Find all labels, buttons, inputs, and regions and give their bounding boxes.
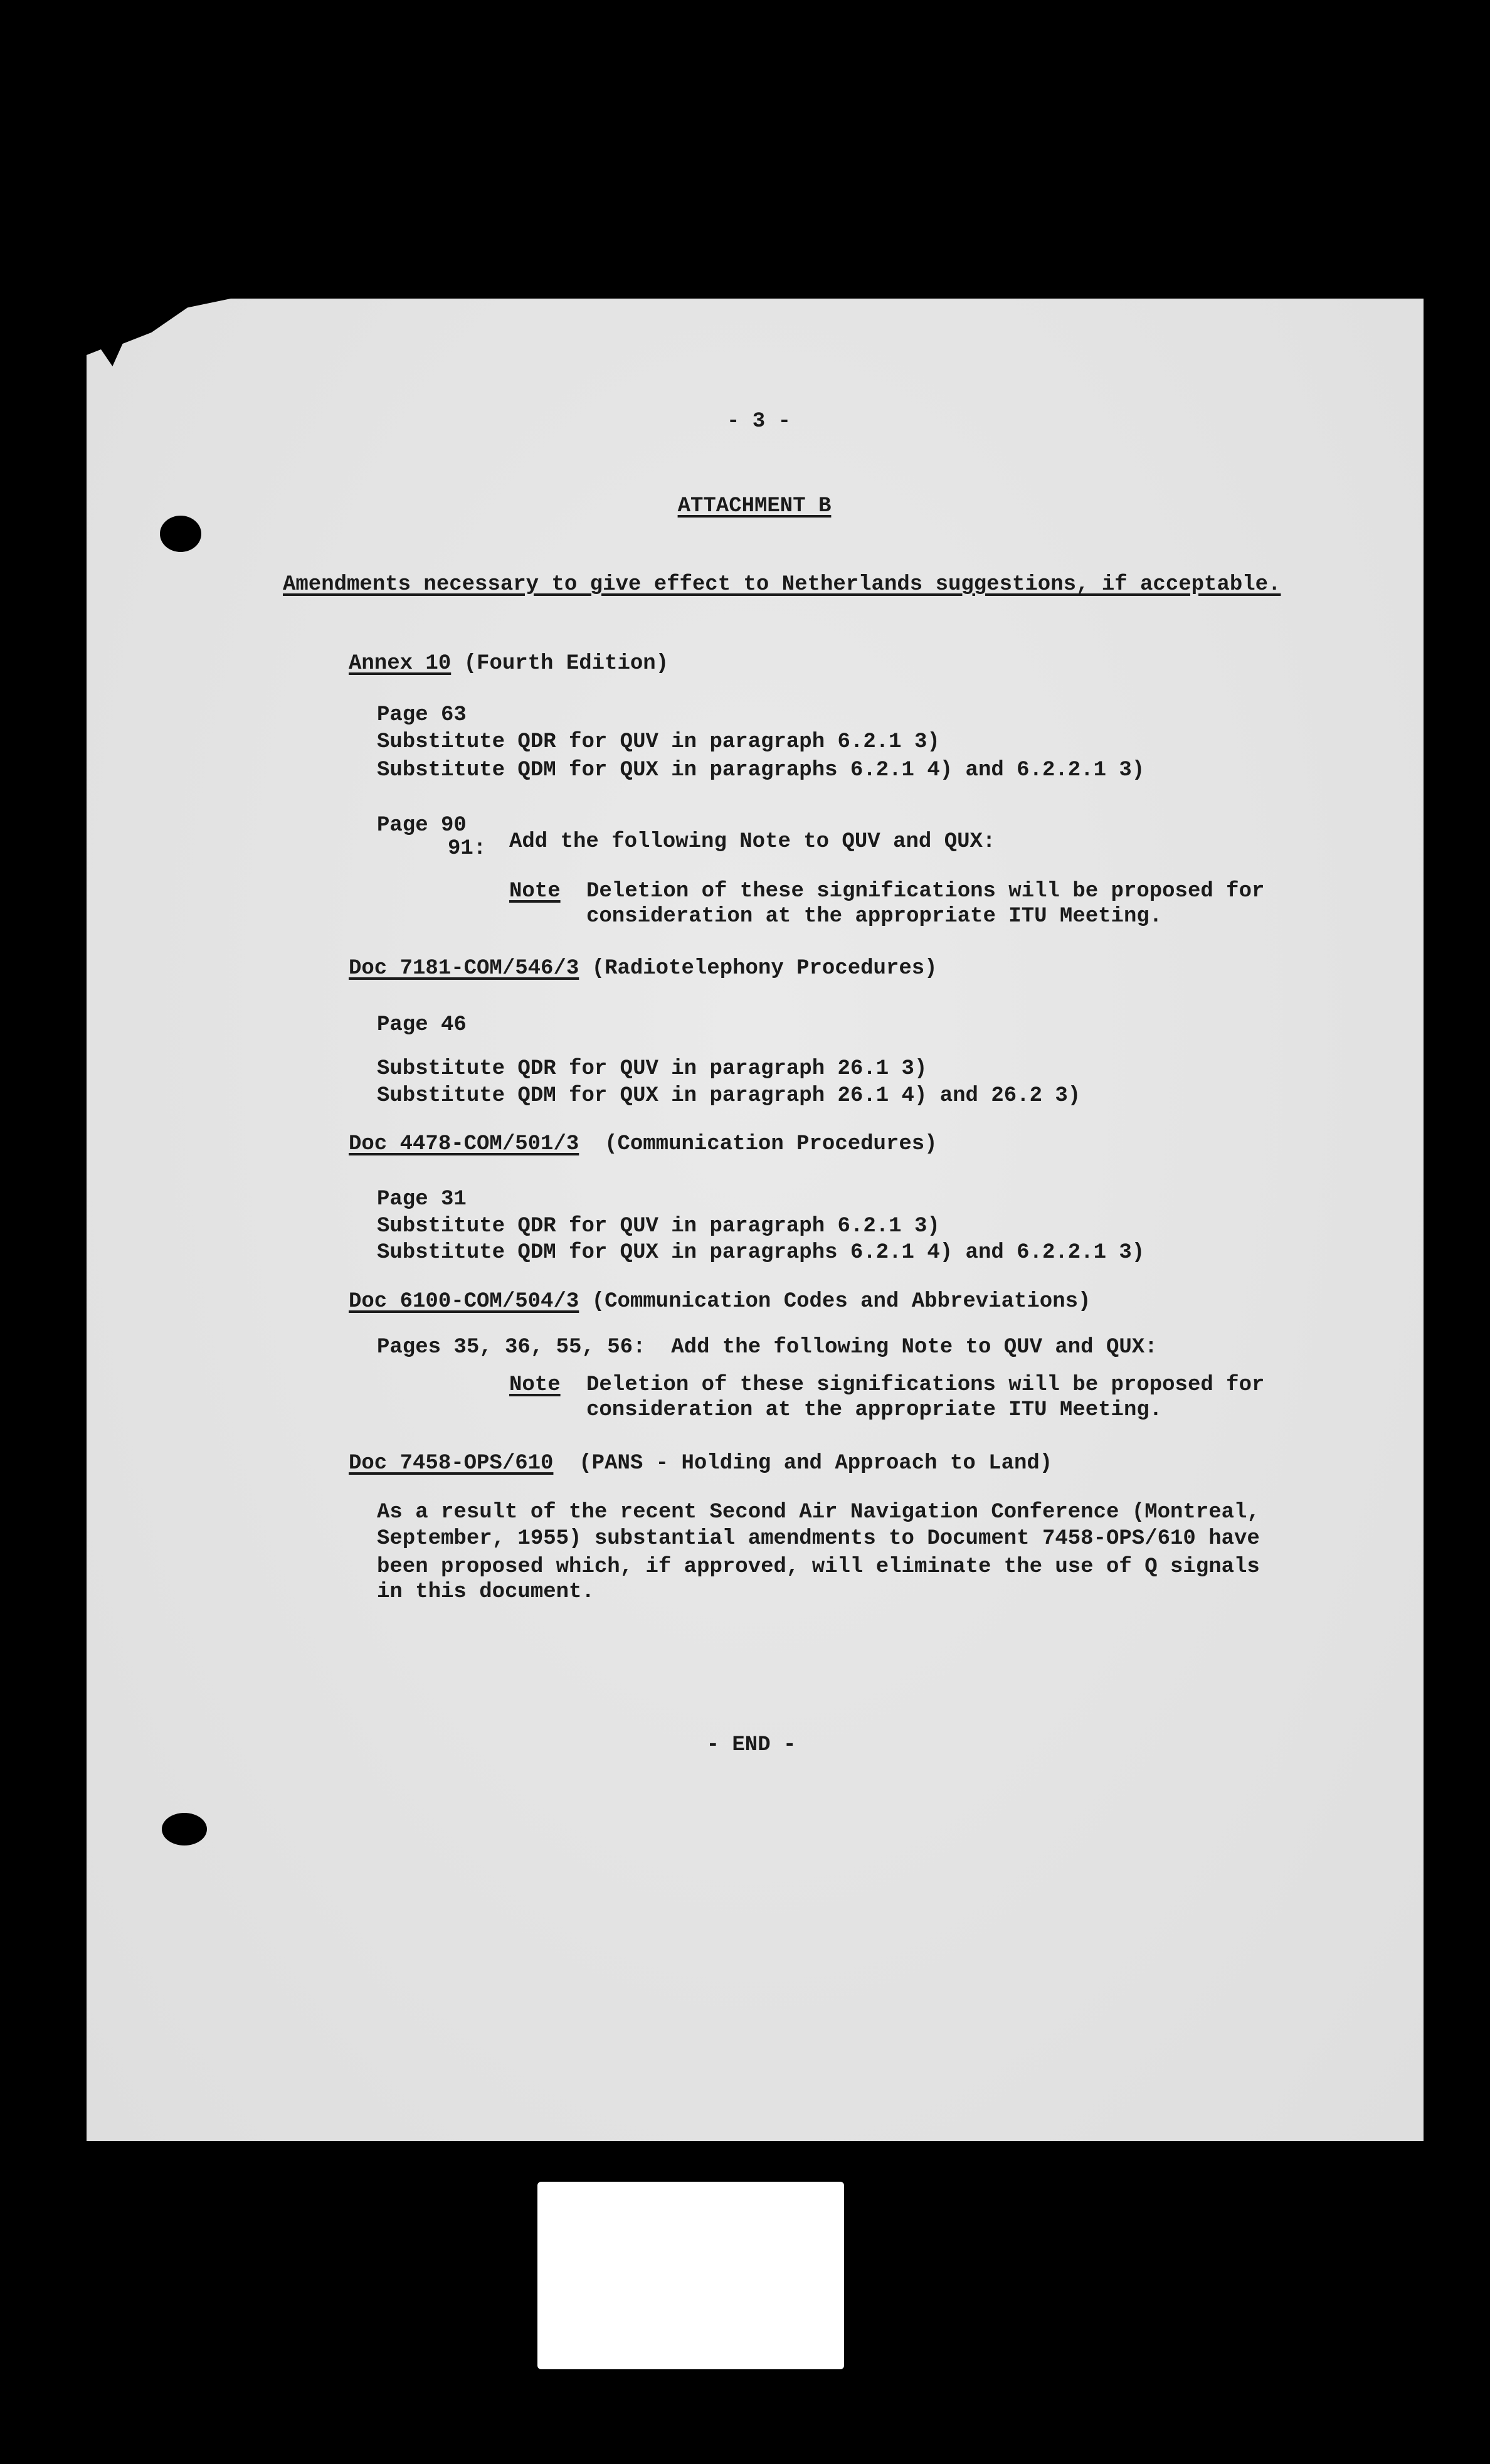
paragraph-line: As a result of the recent Second Air Navigation Conference (Montreal, [377, 1500, 1260, 1524]
note-text: Deletion of these significations will be proposed for [586, 1373, 1265, 1397]
section-heading: Doc 7181-COM/546/3 (Radiotelephony Procedures) [349, 957, 938, 980]
section-heading: Doc 6100-COM/504/3 (Communication Codes and Abbreviations) [349, 1290, 1091, 1314]
text-line: Pages 35, 36, 55, 56: Add the following Note to QUV and QUX: [377, 1336, 1158, 1359]
note-label: Note [509, 879, 561, 903]
text-line: Page 90 [377, 814, 467, 837]
text-line: Add the following Note to QUV and QUX: [509, 830, 996, 854]
note-label: Note [509, 1373, 561, 1397]
text-line: Substitute QDR for QUV in paragraph 6.2.1 3) [377, 730, 940, 754]
note-text: consideration at the appropriate ITU Meeting. [586, 905, 1163, 928]
page-title: ATTACHMENT B [677, 494, 832, 518]
section-heading: Annex 10 (Fourth Edition) [349, 652, 669, 676]
note-text: consideration at the appropriate ITU Meeting. [586, 1398, 1163, 1422]
section-heading: Doc 4478-COM/501/3 (Communication Procedures) [349, 1132, 938, 1156]
text-line: Page 46 [377, 1013, 467, 1037]
text-line: Page 31 [377, 1187, 467, 1211]
note-text: Deletion of these significations will be proposed for [586, 879, 1265, 903]
paragraph-line: been proposed which, if approved, will eliminate the use of Q signals [377, 1555, 1260, 1579]
text-line: Substitute QDR for QUV in paragraph 6.2.1 3) [377, 1214, 940, 1238]
section-heading: Doc 7458-OPS/610 (PANS - Holding and Approach to Land) [349, 1452, 1053, 1475]
text-line: Substitute QDM for QUX in paragraph 26.1 4) and 26.2 3) [377, 1084, 1081, 1108]
page-number: - 3 - [726, 410, 791, 433]
text-line: Substitute QDM for QUX in paragraphs 6.2.1 4) and 6.2.2.1 3) [377, 1241, 1145, 1265]
end-marker: - END - [706, 1733, 796, 1757]
paragraph-line: September, 1955) substantial amendments to Document 7458-OPS/610 have [377, 1527, 1260, 1551]
subtitle: Amendments necessary to give effect to Netherlands suggestions, if acceptable. [283, 573, 1281, 597]
text-line: Substitute QDR for QUV in paragraph 26.1 3) [377, 1057, 927, 1081]
blank-label [537, 2182, 844, 2369]
paragraph-line: in this document. [377, 1580, 594, 1604]
text-line: 91: [448, 837, 487, 861]
text-line: Page 63 [377, 703, 467, 727]
punch-hole [162, 1813, 207, 1845]
punch-hole [160, 516, 201, 552]
text-line: Substitute QDM for QUX in paragraphs 6.2.1 4) and 6.2.2.1 3) [377, 758, 1145, 782]
